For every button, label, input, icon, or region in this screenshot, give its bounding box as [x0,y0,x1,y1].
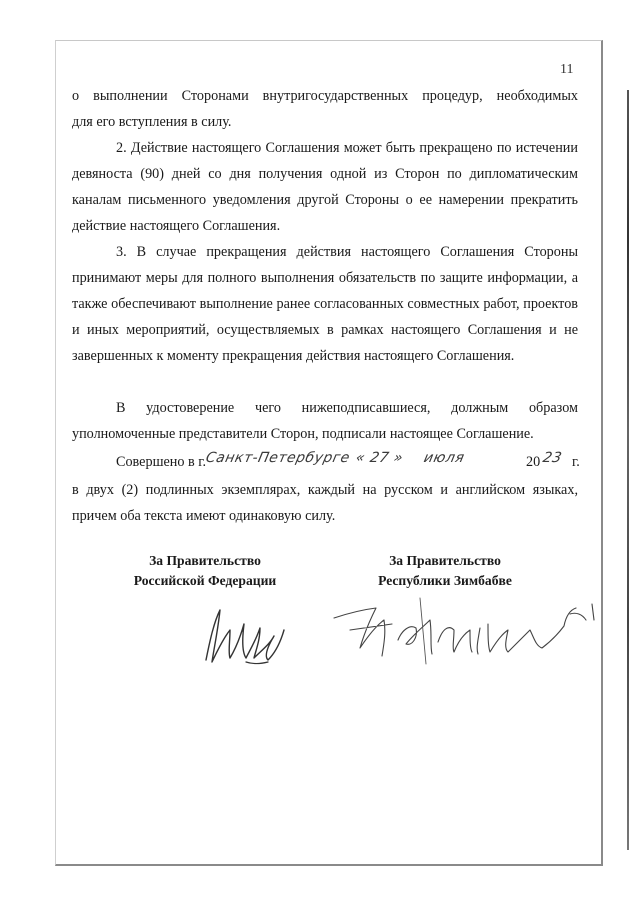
intro-line-2: для его вступления в силу. [72,114,232,130]
zimbabwe-signature [320,590,610,670]
termination-paragraph [72,135,578,239]
signatory-russia-line-1: За Правительство [149,553,261,568]
page-number: 11 [560,62,574,77]
copies-paragraph [72,477,578,529]
signatory-zimbabwe-line-2: Республики Зимбабве [378,573,512,588]
witness-paragraph [72,395,578,447]
intro-line-1: о выполнении Сторонами внутригосударственных процедур, необходимых [72,88,578,104]
obligations-text: 3. В случае прекращения действия настоящего Соглашения Стороны принимают меры для полного выполнения обязательств по защите информации, а также обеспечивают выполнение ранее согласованных совместных работ, проектов и иных мероприятий, осуществляемых в рамках настоящего Соглашения и не завершенных к моменту прекращения действия настоящего Соглашения. [72,244,578,364]
completed-at-line [116,449,578,475]
signatory-russia [100,551,310,591]
signatory-zimbabwe [340,551,550,591]
handwritten-city: Санкт-Петербурге [204,450,352,466]
handwritten-day: « 27 » [354,450,405,466]
signatory-zimbabwe-line-1: За Правительство [389,553,501,568]
year-prefix: 20 [526,454,541,470]
termination-text: 2. Действие настоящего Соглашения может быть прекращено по истечении девяноста (90) дней со дня получения одной из Сторон по дипломатическим каналам письменного уведомления другой Стороны о ее намерении прекратить действие настоящего Соглашения. [72,140,578,234]
intro-paragraph [72,83,578,135]
year-suffix: г. [572,454,580,470]
completed-prefix: Совершено в г. [116,454,207,470]
russia-signature [190,600,300,672]
witness-text: В удостоверение чего нижеподписавшиеся, должным образом уполномоченные представители Сторон, подписали настоящее Соглашение. [72,400,578,442]
handwritten-month: июля [422,450,466,466]
copies-text: в двух (2) подлинных экземплярах, каждый на русском и английском языках, причем оба текста имеют одинаковую силу. [72,482,578,524]
obligations-paragraph [72,239,578,369]
signatory-russia-line-2: Российской Федерации [133,573,277,588]
scan-edge-line [627,90,629,850]
handwritten-year: 23 [541,450,564,466]
